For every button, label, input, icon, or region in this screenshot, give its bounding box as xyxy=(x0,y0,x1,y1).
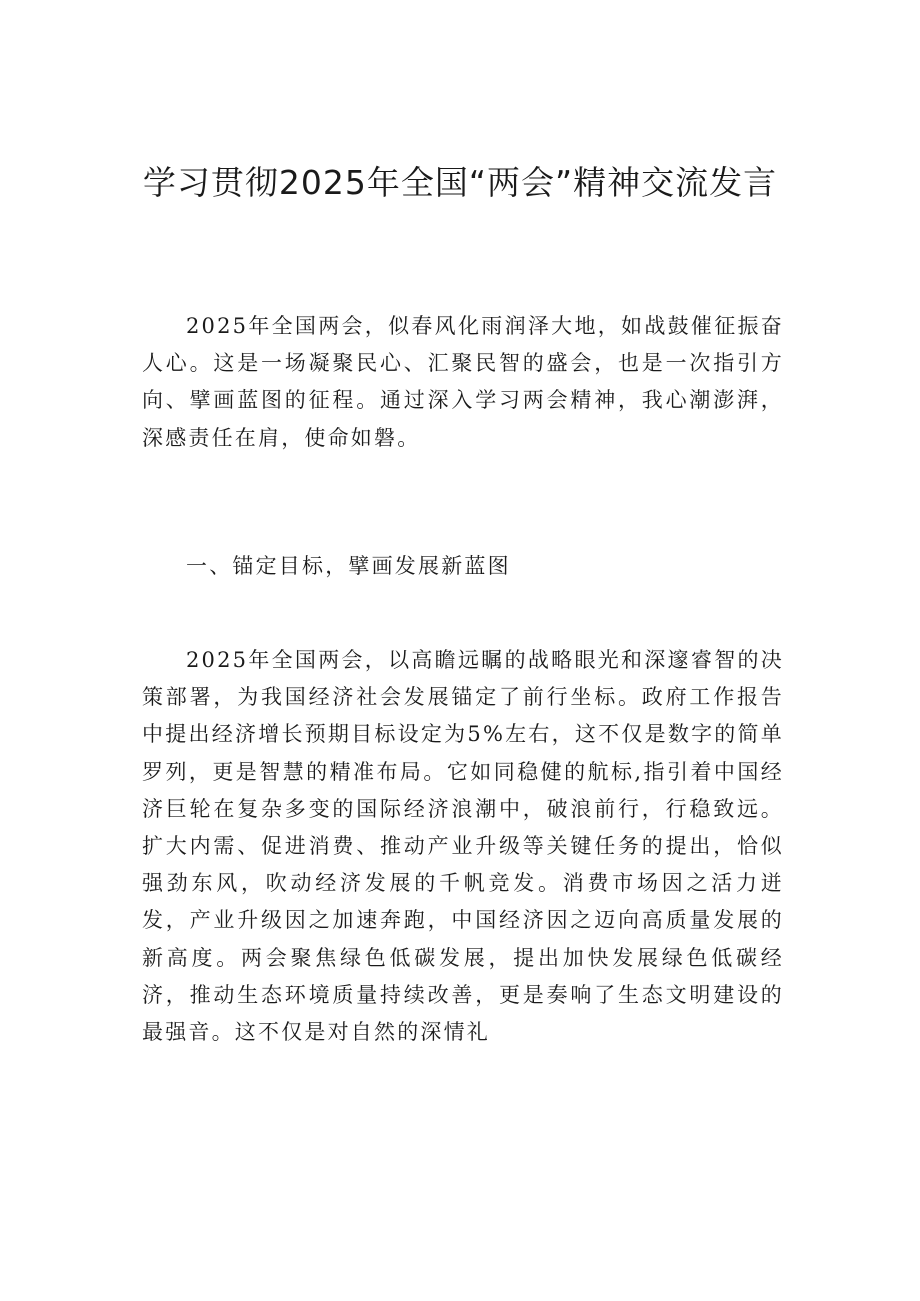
document-title: 学习贯彻2025年全国“两会”精神交流发言 xyxy=(142,163,778,202)
body-paragraph: 2025年全国两会，以高瞻远瞩的战略眼光和深邃睿智的决策部署，为我国经济社会发展锚定了前行坐标。政府工作报告中提出经济增长预期目标设定为5%左右，这不仅是数字的简单罗列，更是智慧的精准布局。它如同稳健的航标,指引着中国经济巨轮在复杂多变的国际经济浪潮中，破浪前行，行稳致远。扩大内需、促进消费、推动产业升级等关键任务的提出，恰似强劲东风，吹动经济发展的千帆竞发。消费市场因之活力迸发，产业升级因之加速奔跑，中国经济因之迈向高质量发展的新高度。两会聚焦绿色低碳发展，提出加快发展绿色低碳经济，推动生态环境质量持续改善，更是奏响了生态文明建设的最强音。这不仅是对自然的深情礼 xyxy=(142,648,784,1045)
section-heading: 一、锚定目标，擘画发展新蓝图 xyxy=(186,554,511,578)
intro-paragraph: 2025年全国两会，似春风化雨润泽大地，如战鼓催征振奋人心。这是一场凝聚民心、汇聚民智的盛会，也是一次指引方向、擘画蓝图的征程。通过深入学习两会精神，我心潮澎湃，深感责任在肩，使命如磐。 xyxy=(142,314,784,450)
